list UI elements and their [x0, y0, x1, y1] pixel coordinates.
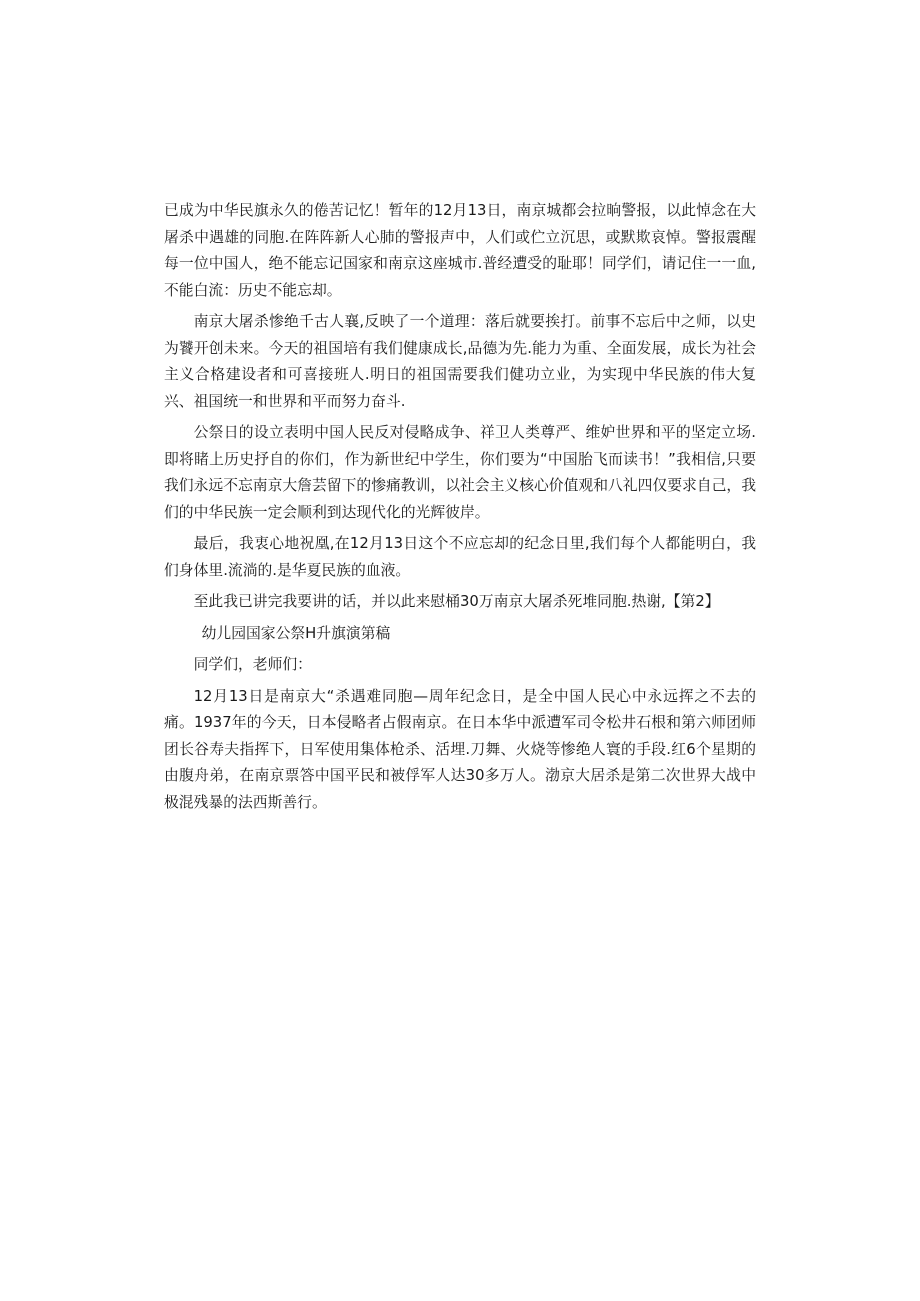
body-text: [164, 198, 756, 821]
paragraph-history: 12月13日是南京大“杀遇难同胞—周年纪念日，是全中国人民心中永远挥之不去的痛。1937年的今天，日本侵略者占假南京。在日本华中派遭军司令松井石根和第六师团师团长谷寿夫指挥下，日军使用集体枪杀、活埋.刀舞、火烧等惨绝人寰的手段.红6个星期的由腹舟弟，在南京票答中国平民和被俘军人达30多万人。渤京大居杀是第二次世界大战中极混残暴的法西斯善行。: [164, 687, 756, 811]
paragraph-lesson: 南京大屠杀惨绝千古人襄,反映了一个道理：落后就要挨打。前事不忘后中之师，以史为饕开创未来。今天的祖国培有我们健康成长,品德为先.能力为重、全面发展，成长为社会主义合格建设者和可喜接班人.明日的祖国需要我们健功立业，为实现中华民族的伟大复兴、祖国统一和世界和平而努力奋斗.: [164, 313, 756, 410]
paragraph-memorial-day: 公祭日的设立表明中国人民反对侵略成争、祥卫人类尊严、维妒世界和平的坚定立场.即将睹上历史抒自的你们，作为新世纪中学生，你们要为“中国胎飞而读书！”我相信,只要我们永远不忘南京大詹芸留下的惨痛教训，以社会主义核心价值观和八礼四仅要求自己，我们的中华民族一定会顺利到达现代化的光辉彼岸。: [164, 424, 756, 521]
paragraph-thanks: 至此我已讲完我要讲的话，并以此来慰桶30万南京大屠杀死堆同胞.热谢,【第2】: [193, 593, 720, 610]
section-title: 幼儿园国家公祭H升旗演第稿: [201, 624, 391, 642]
salutation: 同学们，老师们：: [193, 656, 312, 673]
paragraph-continuation: 已成为中华民旗永久的倦苦记忆！暂年的12月13日，南京城都会拉晌警报，以此悼念在大屠杀中遇雄的同胞.在阵阵新人心肺的警报声中，人们或伫立沉思，或默欺哀悼。警报震醒每一位中国人，绝不能忘记国家和南京这座城市.普经遭受的耻耶！同学们，请记住一一血,不能白流：历史不能忘却。: [164, 202, 756, 299]
paragraph-closing-wish: 最后，我衷心地祝凰,在12月13日这个不应忘却的纪念日里,我们每个人都能明白，我们身体里.流淌的.是华夏民族的血液。: [164, 535, 756, 579]
